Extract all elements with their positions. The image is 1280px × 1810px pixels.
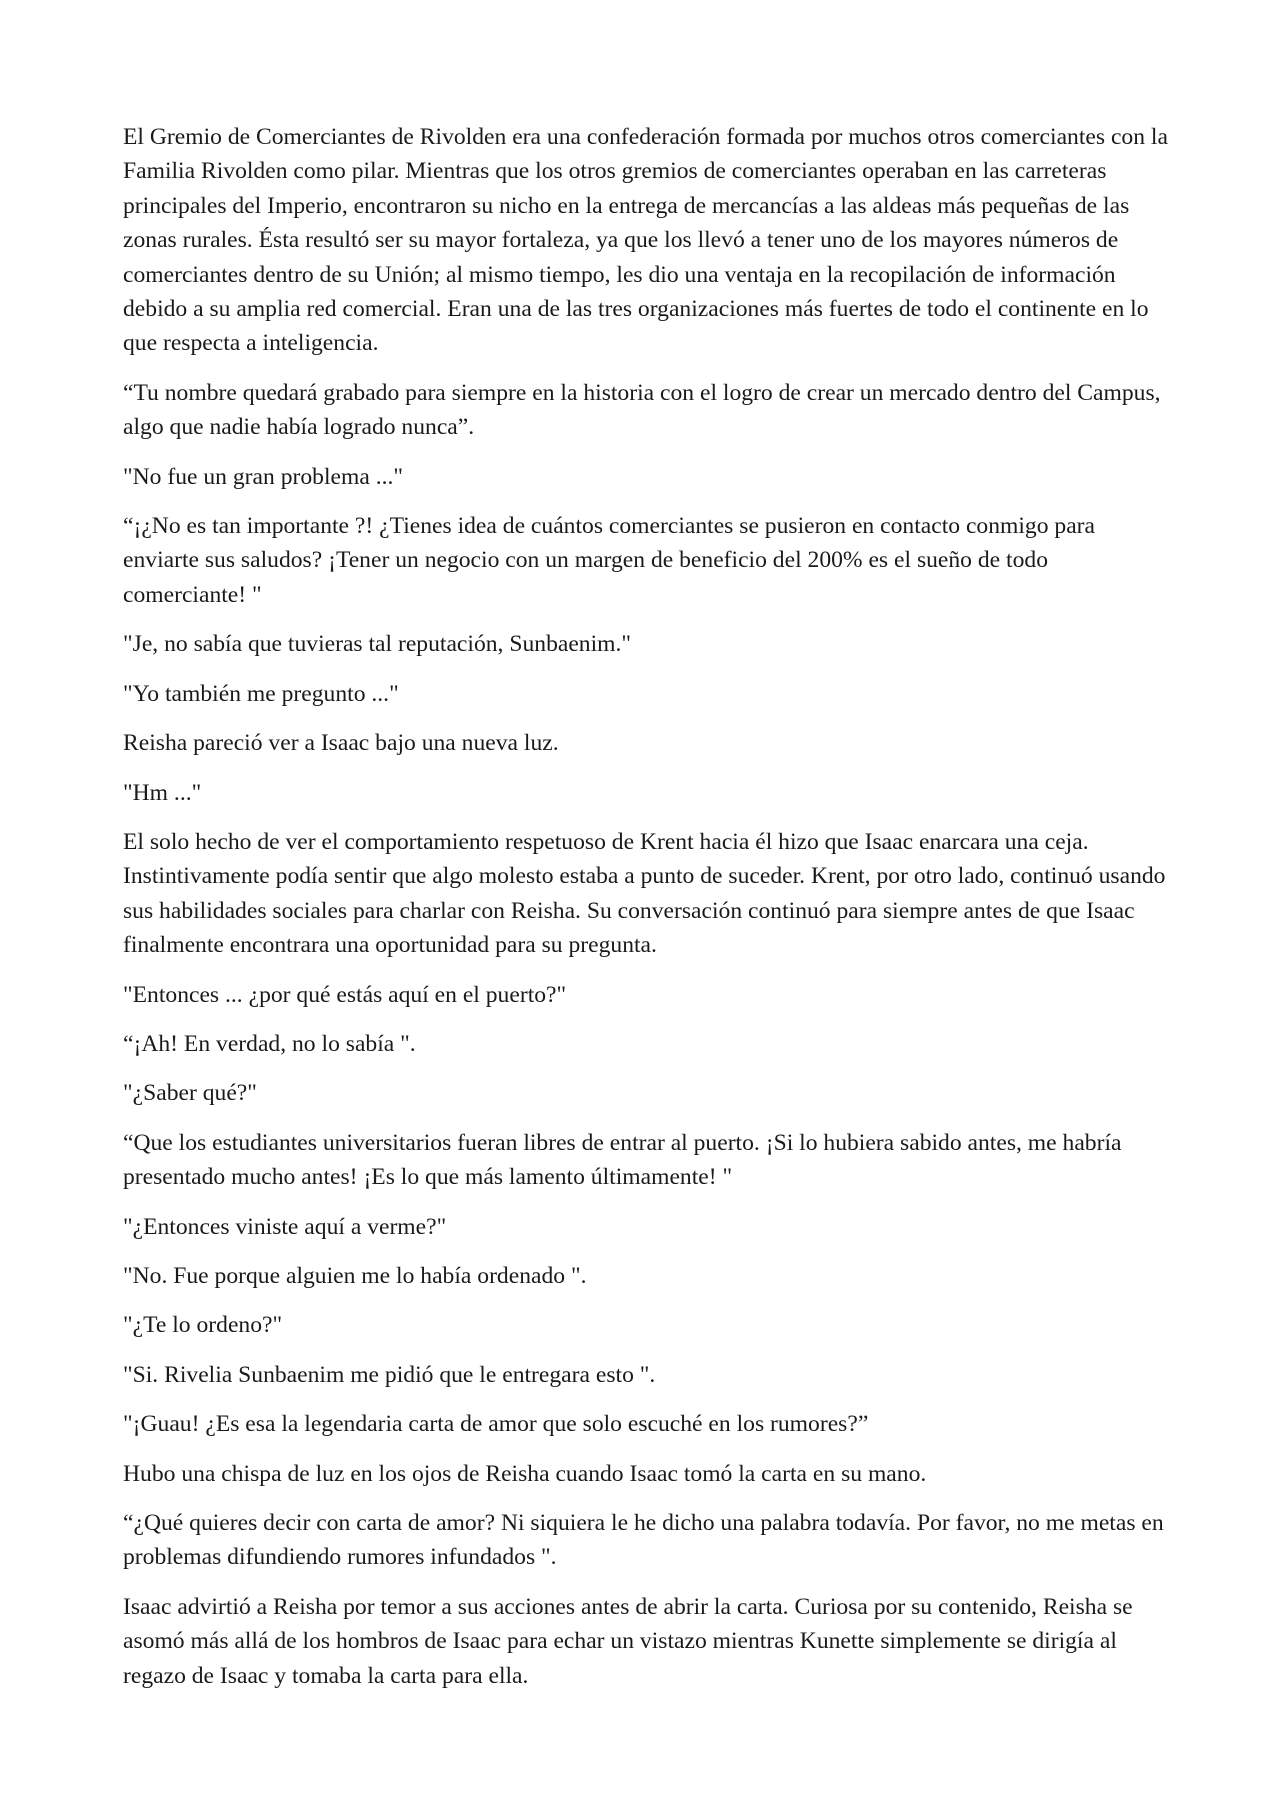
paragraph-14: "¿Entonces viniste aquí a verme?" bbox=[123, 1213, 447, 1240]
paragraph-3: "No fue un gran problema ..." bbox=[123, 463, 404, 490]
paragraph-12: "¿Saber qué?" bbox=[123, 1080, 257, 1107]
paragraph-10: "Entonces ... ¿por qué estás aquí en el puerto?" bbox=[123, 981, 567, 1008]
paragraph-18: "¡Guau! ¿Es esa la legendaria carta de amor que solo escuché en los rumores?” bbox=[123, 1411, 869, 1438]
paragraph-13: “Que los estudiantes universitarios fueran libres de entrar al puerto. ¡Si lo hubiera sabido antes, me habría presentado mucho antes! ¡Es lo que más lamento últimamente! " bbox=[123, 1129, 1122, 1191]
paragraph-11: “¡Ah! En verdad, no lo sabía ". bbox=[123, 1030, 416, 1057]
paragraph-1: El Gremio de Comerciantes de Rivolden era una confederación formada por muchos otros comerciantes con la Familia Rivolden como pilar. Mientras que los otros gremios de comerciantes operaban en las carreteras principales del Imperio, encontraron su nicho en la entrega de mercancías a las aldeas más pequeñas de las zonas rurales. Ésta resultó ser su mayor fortaleza, ya que los llevó a tener uno de los mayores números de comerciantes dentro de su Unión; al mismo tiempo, les dio una ventaja en la recopilación de información debido a su amplia red comercial. Eran una de las tres organizaciones más fuertes de todo el continente en lo que respecta a inteligencia. bbox=[123, 124, 1168, 357]
document-page bbox=[123, 120, 1173, 1708]
paragraph-15: "No. Fue porque alguien me lo había ordenado ". bbox=[123, 1262, 587, 1289]
paragraph-9: El solo hecho de ver el comportamiento respetuoso de Krent hacia él hizo que Isaac enarcara una ceja. Instintivamente podía sentir que algo molesto estaba a punto de suceder. Krent, por otro lado, continuó usando sus habilidades sociales para charlar con Reisha. Su conversación continuó para siempre antes de que Isaac finalmente encontrara una oportunidad para su pregunta. bbox=[123, 828, 1166, 959]
paragraph-5: "Je, no sabía que tuvieras tal reputación, Sunbaenim." bbox=[123, 631, 632, 658]
paragraph-4: “¡¿No es tan importante ?! ¿Tienes idea de cuántos comerciantes se pusieron en contacto conmigo para enviarte sus saludos? ¡Tener un negocio con un margen de beneficio del 200% es el sueño de todo comerciante! " bbox=[123, 513, 1096, 608]
paragraph-2: “Tu nombre quedará grabado para siempre en la historia con el logro de crear un mercado dentro del Campus, algo que nadie había logrado nunca”. bbox=[123, 379, 1161, 441]
paragraph-8: "Hm ..." bbox=[123, 779, 202, 806]
paragraph-20: “¿Qué quieres decir con carta de amor? Ni siquiera le he dicho una palabra todavía. Por favor, no me metas en problemas difundiendo rumores infundados ". bbox=[123, 1510, 1164, 1571]
paragraph-21: Isaac advirtió a Reisha por temor a sus acciones antes de abrir la carta. Curiosa por su contenido, Reisha se asomó más allá de los hombros de Isaac para echar un vistazo mientras Kunette simplemente se dirigía al regazo de Isaac y tomaba la carta para ella. bbox=[123, 1593, 1133, 1689]
paragraph-19: Hubo una chispa de luz en los ojos de Reisha cuando Isaac tomó la carta en su mano. bbox=[123, 1460, 927, 1487]
paragraph-7: Reisha pareció ver a Isaac bajo una nueva luz. bbox=[123, 730, 559, 757]
paragraph-6: "Yo también me pregunto ..." bbox=[123, 680, 399, 707]
paragraph-17: "Si. Rivelia Sunbaenim me pidió que le entregara esto ". bbox=[123, 1361, 656, 1388]
paragraph-16: "¿Te lo ordeno?" bbox=[123, 1312, 283, 1339]
